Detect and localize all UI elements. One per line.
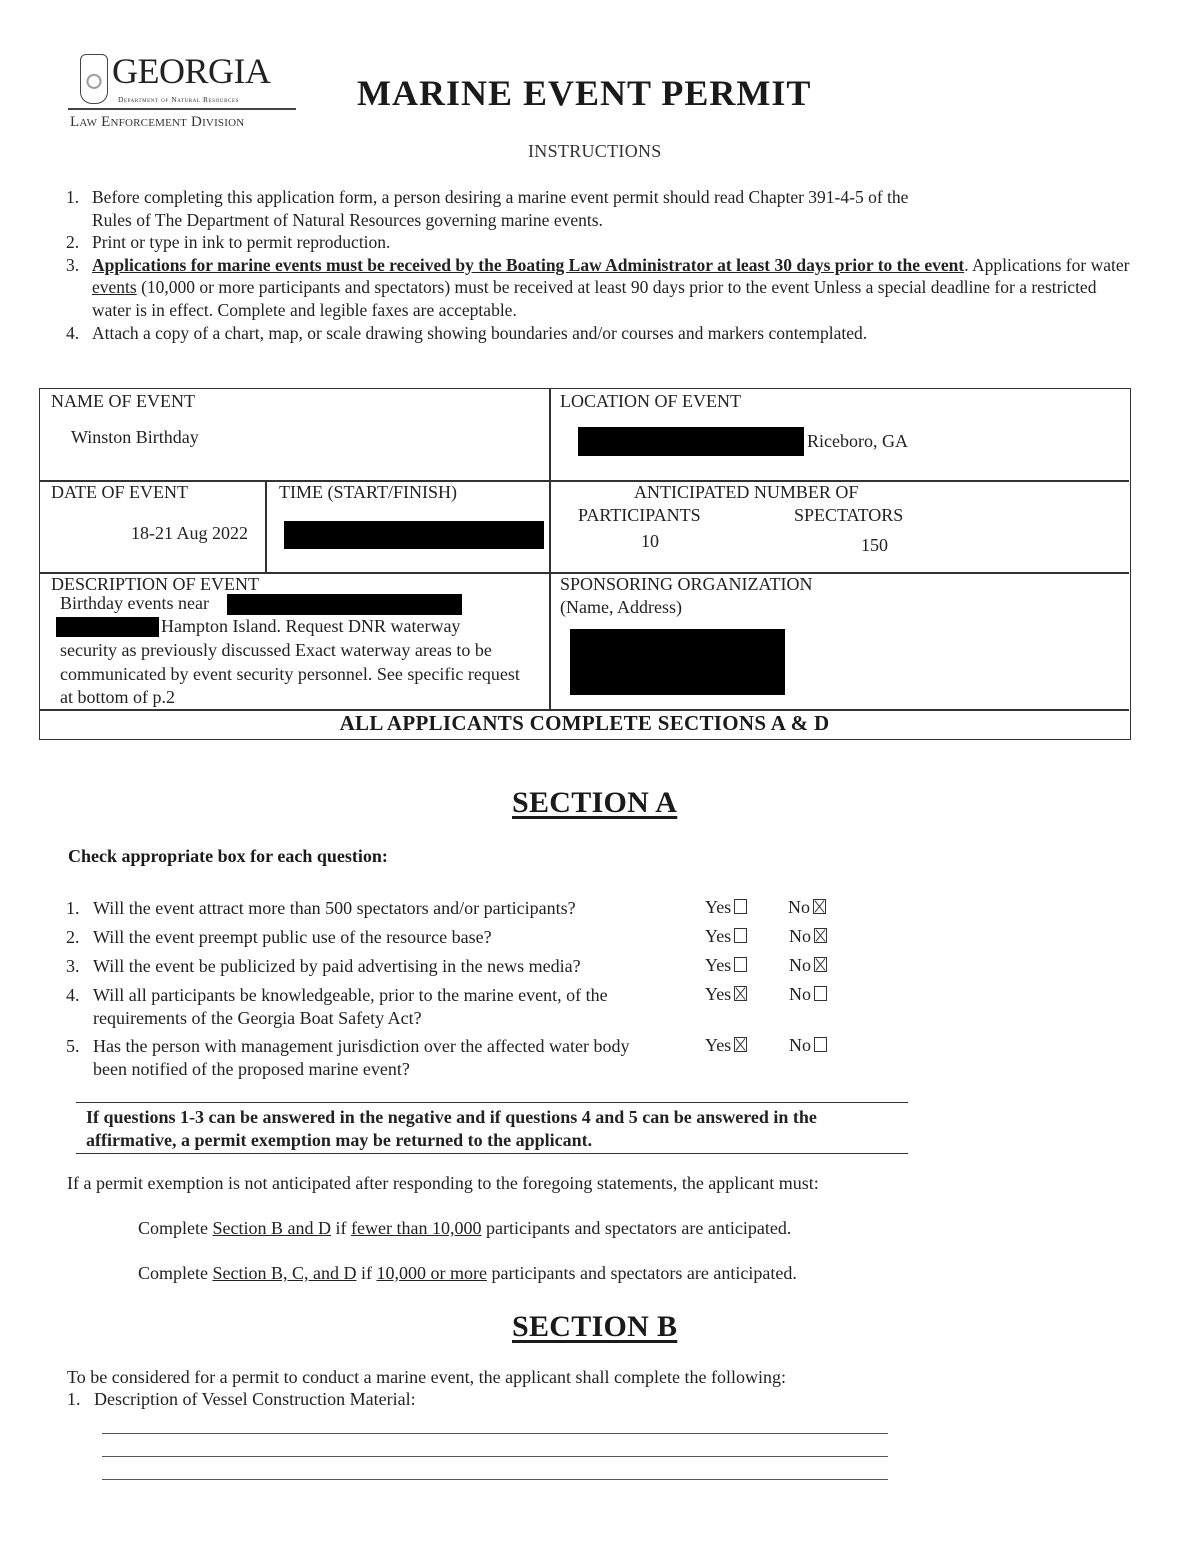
badge-seal-icon (80, 54, 108, 104)
deadline-emphasis: Applications for marine events must be received by the Boating Law Administrator at least 30 days prior to the event (92, 254, 965, 275)
section-b-intro: To be considered for a permit to conduct a marine event, the applicant shall complete the following: (67, 1367, 786, 1387)
checkbox-no-q2-checked[interactable] (814, 928, 827, 943)
q3-no[interactable]: No (789, 955, 827, 976)
instructions-heading: INSTRUCTIONS (528, 141, 662, 161)
instruction-item: 2. Print or type in ink to permit reproduction. (66, 232, 391, 253)
name-of-event-field[interactable]: Winston Birthday (71, 427, 199, 447)
spectators-label: SPECTATORS (794, 505, 904, 525)
section-b-item-1: 1. Description of Vessel Construction Material: (67, 1389, 416, 1409)
redaction-block (227, 594, 462, 615)
checkbox-yes-q4-checked[interactable] (734, 986, 747, 1001)
date-field[interactable]: 18-21 Aug 2022 (131, 523, 248, 543)
q4-yes[interactable]: Yes (705, 984, 747, 1005)
question-row: 3. Will the event be publicized by paid advertising in the news media? (66, 956, 581, 976)
sponsor-field-redacted (570, 629, 785, 695)
spectators-field[interactable]: 150 (861, 535, 888, 555)
question-row: 4. Will all participants be knowledgeable, prior to the marine event, of the requirements of the Georgia Boat Safety Act? (66, 985, 608, 1028)
q3-yes[interactable]: Yes (705, 955, 747, 976)
q1-yes[interactable]: Yes (705, 897, 747, 918)
section-a-title: SECTION A (512, 786, 678, 819)
time-label: TIME (START/FINISH) (279, 482, 457, 502)
checkbox-yes-q3[interactable] (734, 957, 747, 972)
sponsor-label: SPONSORING ORGANIZATION (560, 574, 813, 594)
page-title: MARINE EVENT PERMIT (357, 73, 812, 113)
description-line-1[interactable]: Birthday events near (60, 593, 209, 613)
section-a-prompt: Check appropriate box for each question: (68, 846, 388, 866)
q2-no[interactable]: No (789, 926, 827, 947)
instructions-list (62, 186, 1142, 344)
vessel-material-input-line-1[interactable] (102, 1433, 888, 1434)
sponsor-sublabel: (Name, Address) (560, 597, 682, 617)
name-of-event-label: NAME OF EVENT (51, 391, 195, 411)
checkbox-no-q4[interactable] (814, 986, 827, 1001)
participants-field[interactable]: 10 (641, 531, 659, 551)
followup-text: If a permit exemption is not anticipated after responding to the foregoing statements, the applicant must: (67, 1173, 819, 1193)
q1-no[interactable]: No (788, 897, 826, 918)
description-line-2[interactable]: Hampton Island. Request DNR waterway (161, 616, 461, 636)
description-field[interactable]: security as previously discussed Exact waterway areas to be communicated by event security personnel. See specific request at bottom of p.2 (60, 640, 520, 707)
checkbox-yes-q5-checked[interactable] (734, 1037, 747, 1052)
divider (40, 480, 1129, 482)
event-info-table (39, 388, 1131, 740)
question-row: 1. Will the event attract more than 500 spectators and/or participants? (66, 898, 576, 918)
logo-division: Law Enforcement Division (70, 114, 245, 130)
date-label: DATE OF EVENT (51, 482, 188, 502)
checkbox-yes-q2[interactable] (734, 928, 747, 943)
option-sections-b-d: Complete Section B and D if fewer than 10,000 participants and spectators are anticipated. (138, 1218, 792, 1238)
section-b-title: SECTION B (512, 1310, 678, 1343)
logo-department: Department of Natural Resources (118, 95, 239, 104)
vessel-material-input-line-2[interactable] (102, 1456, 888, 1457)
instruction-item: 4. Attach a copy of a chart, map, or scale drawing showing boundaries and/or courses and markers contemplated. (66, 322, 868, 343)
q2-yes[interactable]: Yes (705, 926, 747, 947)
participants-label: PARTICIPANTS (578, 505, 701, 525)
logo-divider (68, 108, 296, 110)
option-sections-b-c-d: Complete Section B, C, and D if 10,000 or more participants and spectators are anticipated. (138, 1263, 797, 1283)
vessel-material-input-line-3[interactable] (102, 1479, 888, 1480)
q5-no[interactable]: No (789, 1035, 827, 1056)
q4-no[interactable]: No (789, 984, 827, 1005)
redaction-block (56, 617, 159, 637)
exemption-note: If questions 1-3 can be answered in the negative and if questions 4 and 5 can be answered in the affirmative, a permit exemption may be returned to the applicant. (76, 1102, 908, 1154)
time-field-redacted (284, 521, 544, 549)
checkbox-no-q5[interactable] (814, 1037, 827, 1052)
georgia-dnr-logo (68, 52, 298, 138)
description-label: DESCRIPTION OF EVENT (51, 574, 260, 594)
question-row: 2. Will the event preempt public use of the resource base? (66, 927, 492, 947)
q5-yes[interactable]: Yes (705, 1035, 747, 1056)
anticipated-number-label: ANTICIPATED NUMBER OF (634, 482, 859, 502)
instruction-item: 3. Applications for marine events must be received by the Boating Law Administrator at least 30 days prior to the event. Applications for water events (10,000 or more participants and spectators) must be received at least 90 days prior to the event Unless a special deadline for a restricted water is in effect. Complete and legible faxes are acceptable. (66, 254, 1130, 320)
checkbox-no-q1-checked[interactable] (813, 899, 826, 914)
divider (265, 481, 267, 573)
all-applicants-banner: ALL APPLICANTS COMPLETE SECTIONS A & D (339, 711, 830, 735)
question-row: 5. Has the person with management jurisdiction over the affected water body been notified of the proposed marine event? (66, 1036, 630, 1079)
location-label: LOCATION OF EVENT (560, 391, 741, 411)
divider (549, 389, 551, 709)
instruction-item: 1. Before completing this application form, a person desiring a marine event permit should read Chapter 391-4-5 of the Rules of The Department of Natural Resources governing marine events. (66, 187, 909, 230)
checkbox-no-q3-checked[interactable] (814, 957, 827, 972)
checkbox-yes-q1[interactable] (734, 899, 747, 914)
redaction-block (578, 427, 804, 456)
location-field[interactable]: Riceboro, GA (807, 431, 908, 451)
logo-state-name: GEORGIA (112, 51, 271, 91)
